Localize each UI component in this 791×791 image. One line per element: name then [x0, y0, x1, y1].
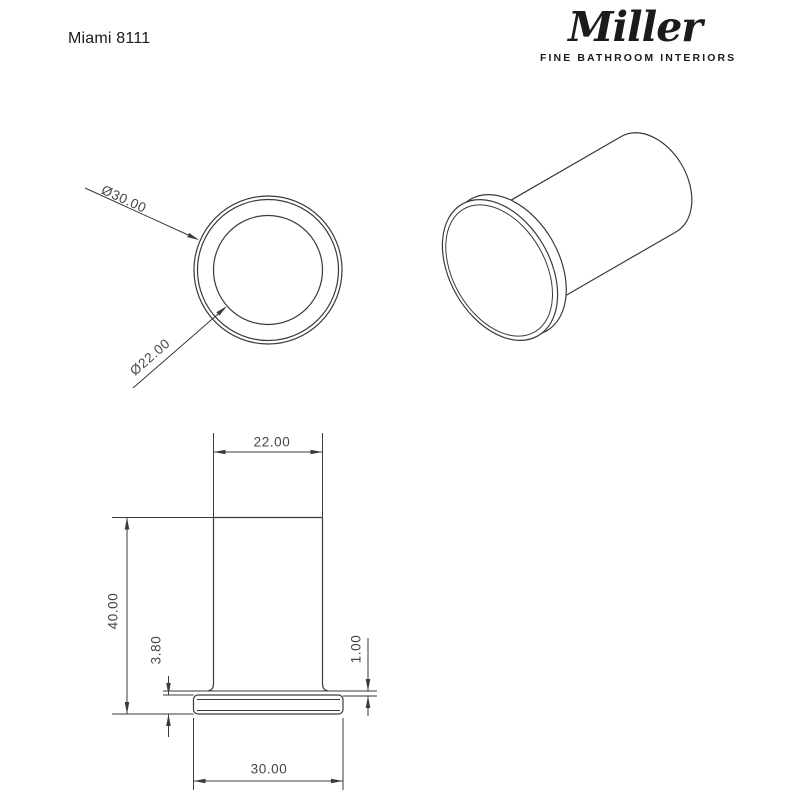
front-view-drawing — [85, 188, 342, 388]
dim-label-body-width: 22.00 — [253, 434, 291, 450]
brand-logo — [540, 3, 737, 64]
dim-label-base-width: 30.00 — [250, 761, 288, 777]
dim-label-inner-diameter: Ø22.00 — [127, 335, 173, 379]
brand-wordmark: Miller — [568, 3, 702, 51]
side-view-drawing — [163, 518, 377, 715]
leader-arrow-outer — [187, 233, 199, 240]
dimension-lines — [112, 433, 377, 790]
dim-label-lip-height: 1.00 — [348, 634, 364, 664]
brand-tagline: FINE BATHROOM INTERIORS — [540, 52, 737, 64]
dim-label-outer-diameter: Ø30.00 — [99, 182, 149, 216]
iso-view-drawing — [419, 99, 720, 361]
page-title: Miami 8111 — [68, 30, 151, 47]
dim-label-base-thickness: 3.80 — [148, 635, 164, 665]
dim-label-total-height: 40.00 — [105, 592, 121, 630]
